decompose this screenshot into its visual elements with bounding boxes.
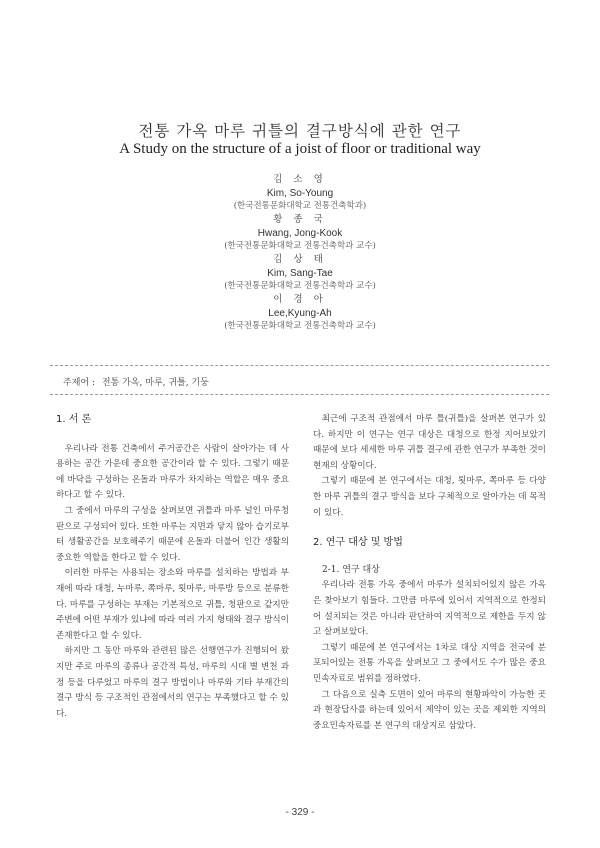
subsection-heading: 2-1. 연구 대상 <box>322 564 380 575</box>
body-paragraph: 우리나라 전통 가옥 중에서 마루가 설치되어있지 않은 가옥은 찾아보기 힘들다. 그만큼 마루에 있어서 지역적으로 한정되어 설치되는 것은 아니라 판단하여 지역적으로 제한을 두지 않고 살펴보았다. <box>313 580 546 638</box>
keywords-text: 전통 가옥, 마루, 귀틀, 기둥 <box>101 378 209 388</box>
paper-title-korean: 전통 가옥 마루 귀틀의 결구방식에 관한 연구 <box>138 122 462 140</box>
keywords-line <box>63 375 209 388</box>
right-column <box>313 412 546 734</box>
author-name-english: Kim, So-Young <box>266 188 334 199</box>
body-paragraph: 이러한 마루는 사용되는 장소와 마루를 설치하는 방법과 부재에 따라 대청, 누마루, 쪽마루, 툇마루, 마루방 등으로 분류한다. 마루를 구성하는 부재는 기본적으로 귀틀, 청판으로 같지만 주변에 어떤 부재가 있냐에 따라 여러 가지 형태와 결구 방식이 존재한다고 할 수 있다. <box>56 568 289 641</box>
page-number: - 329 - <box>285 807 315 818</box>
section-heading-method: 2. 연구 대상 및 방법 <box>313 537 403 549</box>
keywords-label: 주제어 : <box>63 378 95 388</box>
author-4 <box>0 293 600 333</box>
keywords-bottom-rule <box>50 394 549 395</box>
body-paragraph: 그 다음으로 실측 도면이 있어 마루의 현황파악이 가능한 곳과 현장답사를 하는데 있어서 제약이 있는 곳을 제외한 지역의 중요민속자료를 본 연구의 대상지로 삼았다. <box>313 689 546 731</box>
author-3 <box>0 253 600 293</box>
author-affiliation: (한국전통문화대학교 전통건축학과) <box>233 201 367 211</box>
keywords-top-rule <box>50 365 549 366</box>
body-paragraph: 우리나라 전통 건축에서 주거공간은 사람이 살아가는 데 사용하는 공간 가운데 중요한 공간이라 할 수 있다. 그렇기 때문에 바닥을 구성하는 온돌과 마루가 차지하는 역할은 매우 중요하다고 할 수 있다. <box>56 443 289 501</box>
author-block <box>0 173 600 333</box>
paper-title-english: A Study on the structure of a joist of floor or traditional way <box>119 141 481 157</box>
body-paragraph: 그렇기 때문에 본 연구에서는 1차로 대상 지역을 전국에 분포되어있는 전통 가옥을 살펴보고 그 중에서도 수가 많은 중요민속자료로 범위를 정하였다. <box>313 642 546 684</box>
section-heading-introduction: 1. 서 론 <box>56 414 92 425</box>
author-name-english: Lee,Kyung-Ah <box>268 308 332 319</box>
author-name-korean: 황 종 국 <box>273 214 327 225</box>
author-affiliation: (한국전통문화대학교 전통건축학과 교수) <box>224 281 376 291</box>
author-affiliation: (한국전통문화대학교 전통건축학과 교수) <box>224 241 376 251</box>
author-name-english: Hwang, Jong-Kook <box>257 228 343 239</box>
author-name-korean: 김 상 태 <box>273 254 327 265</box>
author-name-korean: 이 경 아 <box>273 294 327 305</box>
author-affiliation: (한국전통문화대학교 전통건축학과 교수) <box>224 321 376 331</box>
author-2 <box>0 213 600 253</box>
author-1 <box>0 173 600 213</box>
author-name-english: Kim, Sang-Tae <box>267 268 333 279</box>
left-column <box>56 412 289 722</box>
body-paragraph: 하지만 그 동안 마루와 관련된 많은 선행연구가 진행되어 왔지만 주로 마루의 종류나 공간적 특성, 마루의 시대 별 변천 과정 등을 다루었고 마루의 결구 방법이나 마루와 기타 부재간의 결구 방식 등 구조적인 관점에서의 연구는 부족했다고 할 수 있다. <box>56 646 289 719</box>
body-paragraph: 최근에 구조적 관점에서 마루 틀(귀틀)을 살펴본 연구가 있다. 하지만 이 연구는 연구 대상은 대청으로 한정 지어보았기 때문에 보다 세세한 마루 귀틀 결구에 관한 연구가 부족한 것이 현재의 상황이다. <box>313 414 546 471</box>
author-name-korean: 김 소 영 <box>273 174 327 185</box>
body-paragraph: 그 중에서 마루의 구성을 살펴보면 귀틀과 마루 널인 마루청판으로 구성되어 있다. 또한 마루는 지면과 닿지 않아 습기로부터 생활공간을 보호해주기 때문에 온돌과 더불어 인간 생활의 중요한 역할을 한다고 할 수 있다. <box>56 505 289 563</box>
body-paragraph: 그렇기 때문에 본 연구에서는 대청, 툇마루, 쪽마루 등 다양한 마루 귀틀의 결구 방식을 보다 구체적으로 알아가는 데 목적이 있다. <box>313 476 546 518</box>
